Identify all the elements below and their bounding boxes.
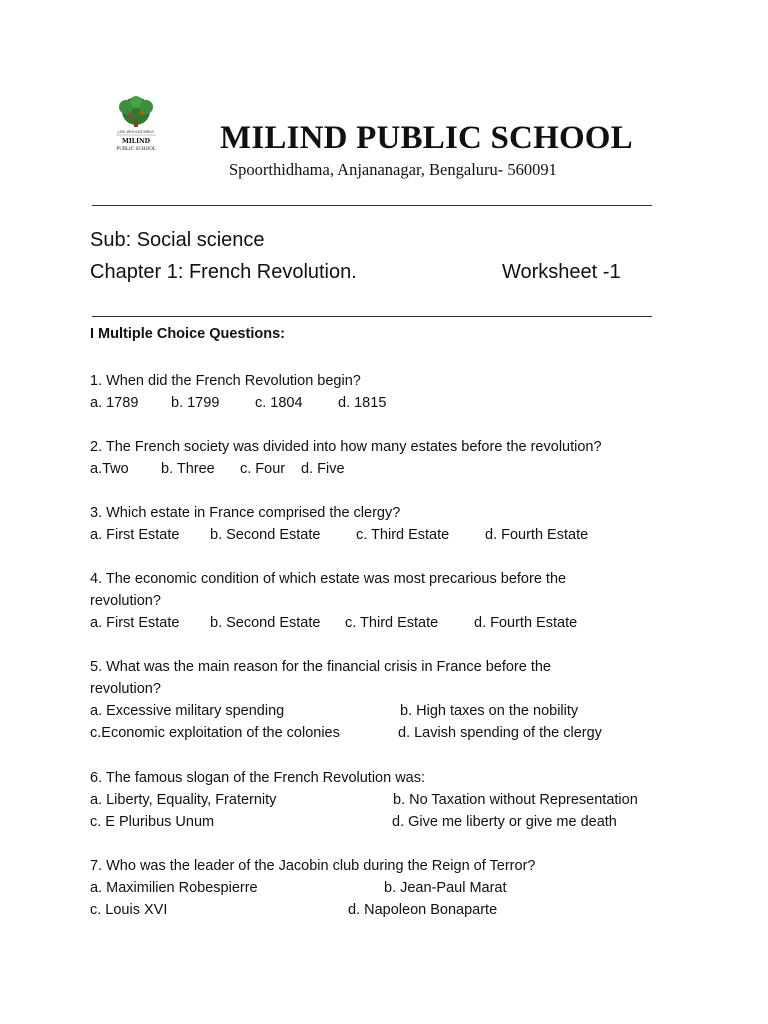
- question-text: 6. The famous slogan of the French Revolution was:: [90, 770, 426, 786]
- option-a: a. Maximilien Robespierre: [90, 880, 258, 896]
- option-d: d. Five: [301, 461, 345, 477]
- options-row: [90, 722, 690, 744]
- school-logo: [108, 93, 164, 157]
- logo-subtitle: PUBLIC SCHOOL: [116, 147, 156, 152]
- option-c: c. Third Estate: [345, 615, 439, 631]
- options-row: [90, 877, 690, 899]
- option-b: b. High taxes on the nobility: [400, 703, 579, 719]
- question-text: 5. What was the main reason for the financial crisis in France before the: [90, 659, 551, 675]
- divider-line: [92, 316, 652, 318]
- question-text: 1. When did the French Revolution begin?: [90, 373, 361, 389]
- divider-line: [92, 205, 652, 207]
- option-a: a. 1789: [90, 395, 139, 411]
- option-a: a. Liberty, Equality, Fraternity: [90, 792, 277, 808]
- question-text: 7. Who was the leader of the Jacobin club during the Reign of Terror?: [90, 858, 536, 874]
- options-row: [90, 612, 690, 634]
- question-3: [90, 502, 690, 546]
- options-row: [90, 392, 690, 414]
- logo-motto: LIVE WHOLESOMELY: [117, 130, 155, 134]
- option-a: a. Excessive military spending: [90, 703, 285, 719]
- school-address: Spoorthidhama, Anjananagar, Bengaluru- 560091: [229, 160, 557, 179]
- options-row: [90, 524, 690, 546]
- option-c: c. 1804: [255, 395, 303, 411]
- question-text: 2. The French society was divided into how many estates before the revolution?: [90, 439, 602, 455]
- option-d: d. Fourth Estate: [474, 615, 578, 631]
- option-b: b. 1799: [171, 395, 220, 411]
- option-b: b. Second Estate: [210, 527, 321, 543]
- options-row: [90, 811, 690, 833]
- question-text: revolution?: [90, 593, 161, 609]
- option-c: c. Third Estate: [356, 527, 450, 543]
- option-b: b. Jean-Paul Marat: [384, 880, 507, 896]
- option-c: c.Economic exploitation of the colonies: [90, 725, 340, 741]
- school-name: MILIND PUBLIC SCHOOL: [220, 120, 633, 156]
- option-d: d. Napoleon Bonaparte: [348, 902, 498, 918]
- options-row: [90, 458, 690, 480]
- options-row: [90, 899, 690, 921]
- option-b: b. Three: [161, 461, 215, 477]
- option-a: a. First Estate: [90, 615, 180, 631]
- option-d: d. 1815: [338, 395, 387, 411]
- options-row: [90, 789, 690, 811]
- option-b: b. Second Estate: [210, 615, 321, 631]
- question-5: [90, 656, 690, 744]
- question-7: [90, 855, 690, 921]
- question-6: [90, 767, 690, 833]
- question-4: [90, 568, 690, 634]
- question-2: [90, 436, 690, 480]
- option-a: a. First Estate: [90, 527, 180, 543]
- question-text: 3. Which estate in France comprised the clergy?: [90, 505, 401, 521]
- options-row: [90, 700, 690, 722]
- option-d: d. Lavish spending of the clergy: [398, 725, 602, 741]
- option-c: c. Louis XVI: [90, 902, 168, 918]
- option-b: b. No Taxation without Representation: [393, 792, 638, 808]
- tree-emblem-icon: [108, 93, 164, 157]
- chapter-label: Chapter 1: French Revolution.: [90, 261, 357, 283]
- subject-label: Sub: Social science: [90, 229, 265, 251]
- logo-name: MILIND: [121, 138, 151, 145]
- option-d: d. Give me liberty or give me death: [392, 814, 617, 830]
- question-text: revolution?: [90, 681, 161, 697]
- option-c: c. Four: [240, 461, 286, 477]
- question-text: 4. The economic condition of which estate was most precarious before the: [90, 571, 567, 587]
- option-c: c. E Pluribus Unum: [90, 814, 215, 830]
- worksheet-label: Worksheet -1: [502, 261, 621, 283]
- option-a: a.Two: [90, 461, 129, 477]
- section-title: I Multiple Choice Questions:: [90, 326, 285, 342]
- option-d: d. Fourth Estate: [485, 527, 589, 543]
- question-1: [90, 370, 690, 414]
